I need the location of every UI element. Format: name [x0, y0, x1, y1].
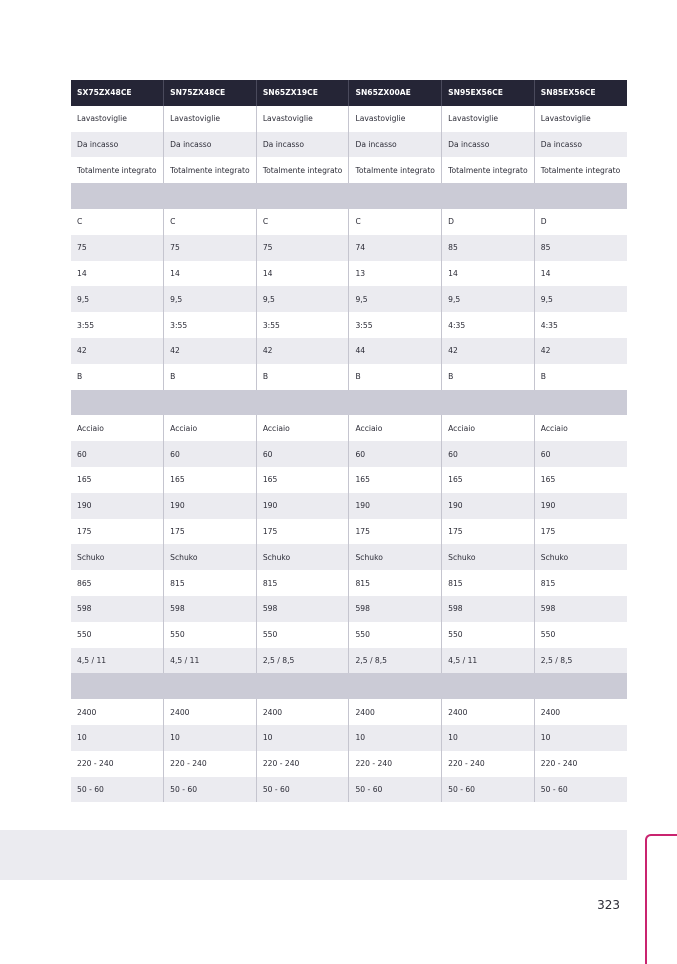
table-cell: Schuko — [442, 544, 535, 570]
table-cell: 815 — [442, 570, 535, 596]
table-cell: 598 — [256, 596, 349, 622]
table-cell: 75 — [71, 235, 164, 261]
table-cell: 550 — [349, 622, 442, 648]
table-row — [71, 467, 627, 493]
table-cell: 2,5 / 8,5 — [256, 648, 349, 674]
table-row — [71, 699, 627, 725]
table-cell: 2,5 / 8,5 — [349, 648, 442, 674]
table-cell: 175 — [442, 519, 535, 545]
table-cell: 75 — [164, 235, 257, 261]
table-row — [71, 622, 627, 648]
table-cell: 815 — [534, 570, 627, 596]
table-row — [71, 751, 627, 777]
table-cell: 4,5 / 11 — [71, 648, 164, 674]
table-cell: C — [71, 209, 164, 235]
table-cell: 3:55 — [349, 312, 442, 338]
table-cell: Acciaio — [256, 415, 349, 441]
page-corner-mark — [645, 834, 677, 964]
table-row — [71, 261, 627, 287]
table-cell: Schuko — [256, 544, 349, 570]
table-cell: 190 — [349, 493, 442, 519]
table-cell: 10 — [349, 725, 442, 751]
table-cell: 3:55 — [256, 312, 349, 338]
table-cell: 60 — [164, 441, 257, 467]
table-row — [71, 725, 627, 751]
table-cell: Lavastoviglie — [256, 106, 349, 132]
table-cell: 165 — [349, 467, 442, 493]
table-cell: 598 — [534, 596, 627, 622]
table-cell: Da incasso — [71, 132, 164, 158]
table-cell: 60 — [442, 441, 535, 467]
table-cell: 550 — [256, 622, 349, 648]
table-row — [71, 570, 627, 596]
section-divider-row — [71, 390, 627, 416]
table-cell: 220 - 240 — [534, 751, 627, 777]
table-cell: 2400 — [164, 699, 257, 725]
table-cell: 75 — [256, 235, 349, 261]
table-cell: 9,5 — [442, 286, 535, 312]
table-cell: Lavastoviglie — [349, 106, 442, 132]
table-cell: B — [349, 364, 442, 390]
table-cell: Totalmente integrato — [256, 157, 349, 183]
table-row — [71, 312, 627, 338]
table-cell: 598 — [71, 596, 164, 622]
table-cell: 815 — [164, 570, 257, 596]
table-cell: B — [256, 364, 349, 390]
table-cell: 14 — [71, 261, 164, 287]
table-cell: 598 — [164, 596, 257, 622]
table-cell: Acciaio — [71, 415, 164, 441]
table-cell: Totalmente integrato — [71, 157, 164, 183]
table-cell: Schuko — [164, 544, 257, 570]
table-cell: 2400 — [71, 699, 164, 725]
table-cell: 220 - 240 — [71, 751, 164, 777]
table-cell: 165 — [534, 467, 627, 493]
table-cell: Schuko — [534, 544, 627, 570]
table-cell: 4,5 / 11 — [442, 648, 535, 674]
table-row — [71, 544, 627, 570]
table-cell: 220 - 240 — [164, 751, 257, 777]
table-cell: Totalmente integrato — [349, 157, 442, 183]
table-cell: 50 - 60 — [164, 777, 257, 803]
table-cell: 175 — [164, 519, 257, 545]
table-cell: 550 — [534, 622, 627, 648]
table-cell: C — [349, 209, 442, 235]
table-cell: 165 — [164, 467, 257, 493]
table-row — [71, 596, 627, 622]
table-cell: Lavastoviglie — [71, 106, 164, 132]
table-cell: 175 — [71, 519, 164, 545]
section-divider-cell — [71, 673, 627, 699]
table-row — [71, 493, 627, 519]
table-cell: Lavastoviglie — [442, 106, 535, 132]
table-cell: 60 — [349, 441, 442, 467]
table-cell: B — [442, 364, 535, 390]
table-cell: Da incasso — [534, 132, 627, 158]
table-cell: 3:55 — [164, 312, 257, 338]
table-cell: 165 — [442, 467, 535, 493]
table-cell: 42 — [442, 338, 535, 364]
table-cell: 815 — [256, 570, 349, 596]
table-cell: 220 - 240 — [349, 751, 442, 777]
table-cell: 4:35 — [534, 312, 627, 338]
table-row — [71, 338, 627, 364]
table-cell: 550 — [442, 622, 535, 648]
table-cell: 74 — [349, 235, 442, 261]
table-cell: 50 - 60 — [71, 777, 164, 803]
table-header-row — [71, 80, 627, 106]
table-cell: 14 — [442, 261, 535, 287]
table-cell: C — [256, 209, 349, 235]
table-row — [71, 132, 627, 158]
table-cell: 42 — [164, 338, 257, 364]
table-cell: 190 — [534, 493, 627, 519]
table-cell: 9,5 — [256, 286, 349, 312]
table-row — [71, 441, 627, 467]
table-cell: Lavastoviglie — [534, 106, 627, 132]
table-cell: 14 — [534, 261, 627, 287]
section-divider-row — [71, 183, 627, 209]
table-row — [71, 364, 627, 390]
table-cell: 10 — [442, 725, 535, 751]
table-cell: 2400 — [256, 699, 349, 725]
table-cell: B — [534, 364, 627, 390]
table-cell: 10 — [534, 725, 627, 751]
table-cell: 4,5 / 11 — [164, 648, 257, 674]
table-cell: 42 — [534, 338, 627, 364]
table-cell: Da incasso — [442, 132, 535, 158]
table-row — [71, 415, 627, 441]
table-cell: 175 — [349, 519, 442, 545]
table-cell: 10 — [256, 725, 349, 751]
column-header: SN85EX56CE — [534, 80, 627, 106]
table-cell: 4:35 — [442, 312, 535, 338]
table-row — [71, 106, 627, 132]
table-cell: 9,5 — [164, 286, 257, 312]
table-cell: 550 — [164, 622, 257, 648]
table-cell: Totalmente integrato — [164, 157, 257, 183]
table-row — [71, 648, 627, 674]
section-divider-cell — [71, 390, 627, 416]
table-cell: D — [534, 209, 627, 235]
table-cell: 13 — [349, 261, 442, 287]
spec-table — [71, 80, 627, 802]
table-cell: 42 — [71, 338, 164, 364]
table-cell: 85 — [442, 235, 535, 261]
table-cell: 220 - 240 — [442, 751, 535, 777]
table-cell: 60 — [71, 441, 164, 467]
column-header: SN65ZX00AE — [349, 80, 442, 106]
column-header: SN65ZX19CE — [256, 80, 349, 106]
table-cell: 50 - 60 — [442, 777, 535, 803]
table-cell: 190 — [164, 493, 257, 519]
table-cell: 50 - 60 — [349, 777, 442, 803]
section-divider-cell — [71, 183, 627, 209]
table-row — [71, 235, 627, 261]
table-cell: Acciaio — [534, 415, 627, 441]
table-row — [71, 777, 627, 803]
table-cell: 598 — [442, 596, 535, 622]
table-cell: 598 — [349, 596, 442, 622]
column-header: SX75ZX48CE — [71, 80, 164, 106]
table-cell: 220 - 240 — [256, 751, 349, 777]
table-cell: Lavastoviglie — [164, 106, 257, 132]
table-cell: 3:55 — [71, 312, 164, 338]
table-cell: 865 — [71, 570, 164, 596]
table-cell: 165 — [256, 467, 349, 493]
table-row — [71, 519, 627, 545]
table-cell: 85 — [534, 235, 627, 261]
table-cell: 2400 — [442, 699, 535, 725]
table-cell: Totalmente integrato — [442, 157, 535, 183]
table-cell: 10 — [164, 725, 257, 751]
table-cell: 175 — [534, 519, 627, 545]
table-cell: 9,5 — [534, 286, 627, 312]
table-cell: 190 — [256, 493, 349, 519]
table-row — [71, 157, 627, 183]
column-header: SN95EX56CE — [442, 80, 535, 106]
table-cell: B — [164, 364, 257, 390]
table-cell: 44 — [349, 338, 442, 364]
table-cell: 165 — [71, 467, 164, 493]
table-cell: Acciaio — [349, 415, 442, 441]
table-body — [71, 106, 627, 803]
section-divider-row — [71, 673, 627, 699]
table-cell: 50 - 60 — [256, 777, 349, 803]
footer-band — [0, 830, 627, 880]
table-cell: Acciaio — [442, 415, 535, 441]
page-number: 323 — [597, 898, 620, 912]
table-cell: 14 — [256, 261, 349, 287]
table-cell: 550 — [71, 622, 164, 648]
table-cell: Da incasso — [256, 132, 349, 158]
table-cell: Da incasso — [349, 132, 442, 158]
table-cell: 2400 — [349, 699, 442, 725]
column-header: SN75ZX48CE — [164, 80, 257, 106]
table-cell: D — [442, 209, 535, 235]
table-cell: Acciaio — [164, 415, 257, 441]
table-cell: 2,5 / 8,5 — [534, 648, 627, 674]
table-cell: 60 — [534, 441, 627, 467]
table-cell: 9,5 — [71, 286, 164, 312]
table-cell: Da incasso — [164, 132, 257, 158]
table-cell: Schuko — [349, 544, 442, 570]
table-cell: 175 — [256, 519, 349, 545]
table-cell: 9,5 — [349, 286, 442, 312]
table-cell: 42 — [256, 338, 349, 364]
table-cell: 14 — [164, 261, 257, 287]
table-cell: C — [164, 209, 257, 235]
table-cell: 815 — [349, 570, 442, 596]
table-cell: B — [71, 364, 164, 390]
table-cell: Schuko — [71, 544, 164, 570]
table-cell: 10 — [71, 725, 164, 751]
table-cell: 2400 — [534, 699, 627, 725]
table-row — [71, 209, 627, 235]
table-cell: 190 — [442, 493, 535, 519]
table-row — [71, 286, 627, 312]
table-cell: 50 - 60 — [534, 777, 627, 803]
table-cell: Totalmente integrato — [534, 157, 627, 183]
table-cell: 190 — [71, 493, 164, 519]
table-cell: 60 — [256, 441, 349, 467]
